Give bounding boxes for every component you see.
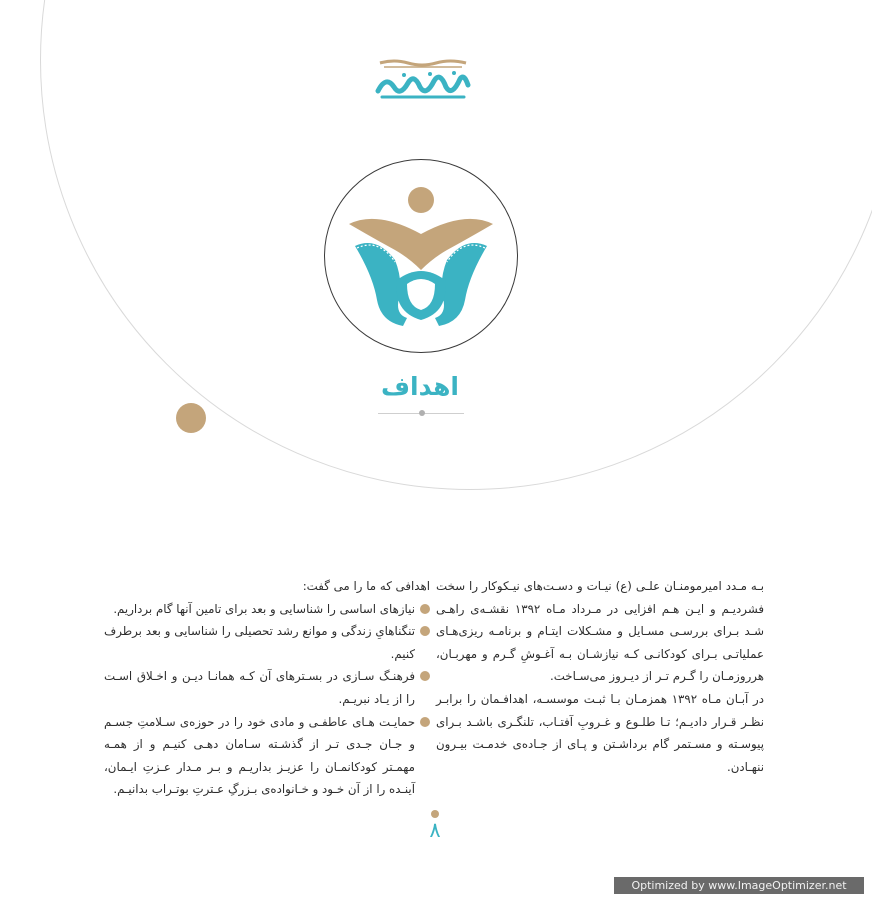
page-number-dot [431, 810, 439, 818]
page-number: ۸ [429, 818, 441, 842]
gold-circle-ornament [176, 403, 206, 433]
bullet-icon [420, 604, 430, 614]
goal-text: نیازهای اساسی را شناسایی و بعد برای تامین آنها گام برداریم. [113, 601, 415, 616]
intro-paragraph-2: در آبـان مـاه ۱۳۹۲ همزمـان بـا ثبـت موسسـه، اهدافـمان را برابـر نظـر قـرار دادیـم؛ تـا طلـوع و غـروبِ آفتـاب، تلنگـری باشـد بـرای پیوسـته و مسـتمر گام برداشـتن و پـای از جـاده‌ی خدمـت بیـرون ننهـادن. [436, 691, 764, 774]
foundation-emblem [324, 159, 518, 353]
goal-text: تنگناهایِ زندگی و موانع رشد تحصیلی را شناسایی و بعد برطرف کنیم. [104, 624, 415, 661]
section-title: اهداف [381, 372, 459, 401]
intro-paragraph-1: بـه مـدد امیرمومنـان علـی (ع) نیـات و دسـت‌های نیـکوکار را سخت فشردیـم و ایـن هـم افزایی در مـرداد مـاه ۱۳۹۲ نقشـه‌ی راهـی شـد بـرای بررسـی مسـایل و مشـکلات ایتـام و برنامـه ریزی‌هـای عملیاتـی بـرای کودکانـی کـه نیازشـان بـه آغـوشِ گـرم و مهربـان، هرروزمـان را گـرم تـر از دیـروز می‌سـاخت. [436, 579, 764, 684]
intro-column [436, 575, 764, 778]
goal-item [104, 711, 430, 801]
bullet-icon [420, 626, 430, 636]
goal-item [104, 665, 430, 710]
goal-item [104, 620, 430, 665]
goal-item [104, 598, 430, 621]
goals-heading: اهدافی که ما را می گفت: [302, 579, 430, 593]
brand-logo [374, 57, 472, 103]
title-divider-dot [419, 410, 425, 416]
goal-text: فرهنـگ سـازی در بسـترهای آن کـه همانـا دیـن و اخـلاق اسـت را از یـاد نبریـم. [104, 669, 415, 706]
bullet-icon [420, 671, 430, 681]
goals-column [104, 575, 430, 801]
goal-text: حمایـت هـای عاطفـی و مادی خود را در حوزه‌ی سـلامتِ جسـم و جـان جـدی تـر از گذشـته سـامان دهـی کنیـم و از همـه مهمـتر کودکانمـان را عزیـز بداریـم و بـر مـدار عـزتِ ایـمان، آینـده را از آن خـود و خـانواده‌ی بـزرگِ عـترتِ بوتـراب بدانیـم. [104, 714, 415, 797]
optimizer-watermark: Optimized by www.ImageOptimizer.net [614, 877, 864, 894]
bullet-icon [420, 717, 430, 727]
